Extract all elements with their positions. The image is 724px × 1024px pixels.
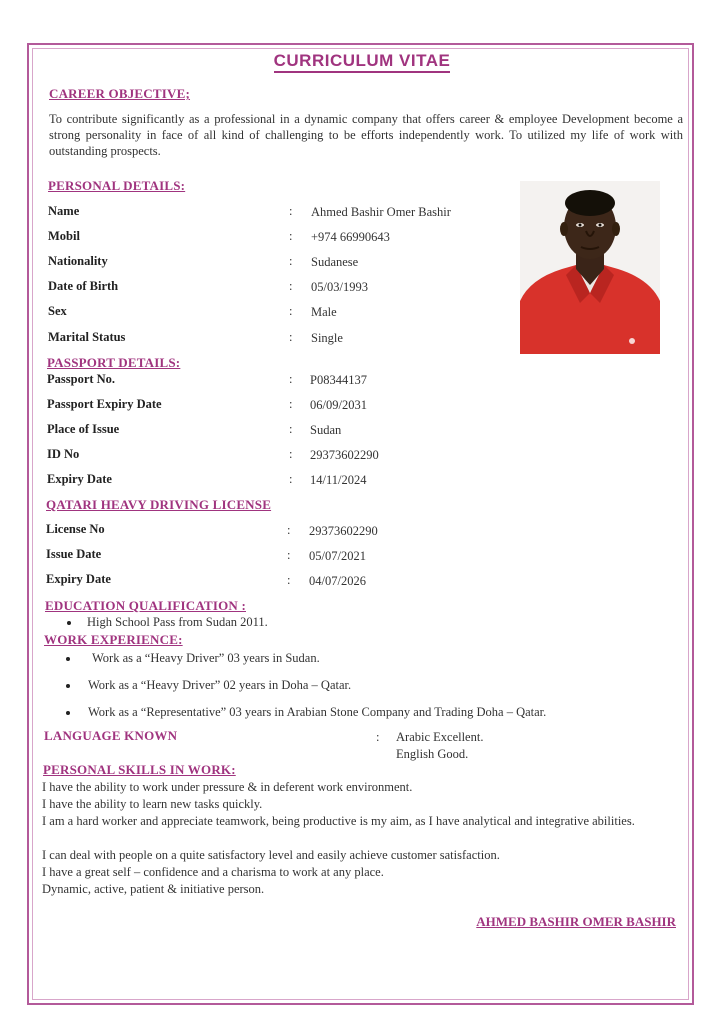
language-heading: LANGUAGE KNOWN (44, 728, 178, 743)
career-objective-text: To contribute significantly as a professional in a dynamic company that offers career & employee Development become a strong personality in face of all kind of challenging to be efforts independently work. To utilized my life of work with outstanding prospects. (49, 112, 683, 158)
label-passport-no: Passport No. (47, 372, 116, 386)
value-dob: 05/03/1993 (311, 280, 368, 294)
value-mobil: +974 66990643 (311, 230, 390, 244)
label-license-expiry: Expiry Date (46, 572, 111, 586)
value-name: Ahmed Bashir Omer Bashir (311, 205, 451, 219)
label-issue-date: Issue Date (46, 547, 102, 561)
value-passport-expiry: 06/09/2031 (310, 398, 367, 412)
value-license-no: 29373602290 (309, 524, 378, 538)
skills-heading: PERSONAL SKILLS IN WORK: (43, 762, 236, 777)
label-dob: Date of Birth (48, 279, 119, 293)
label-mobil: Mobil (48, 229, 80, 243)
passport-details-heading: PASSPORT DETAILS: (47, 355, 181, 370)
value-license-expiry: 04/07/2026 (309, 574, 366, 588)
skill-line-1: I have the ability to work under pressure & in deferent work environment. (42, 780, 413, 794)
label-passport-expiry: Passport Expiry Date (47, 397, 162, 411)
work-item-3: Work as a “Representative” 03 years in Arabian Stone Company and Trading Doha – Qatar. (88, 705, 547, 719)
value-nationality: Sudanese (311, 255, 359, 269)
education-item: High School Pass from Sudan 2011. (87, 615, 268, 629)
skill-line-3: I am a hard worker and appreciate teamwork, being productive is my aim, as I have analytical and integrative abilities. (42, 814, 635, 828)
label-marital: Marital Status (48, 330, 126, 344)
career-objective-heading: CAREER OBJECTIVE; (49, 86, 191, 101)
value-id-expiry: 14/11/2024 (310, 473, 367, 487)
education-heading: EDUCATION QUALIFICATION : (45, 598, 246, 613)
language-arabic: Arabic Excellent. (396, 730, 484, 744)
value-id-no: 29373602290 (310, 448, 379, 462)
value-sex: Male (311, 305, 337, 319)
skill-line-6: Dynamic, active, patient & initiative person. (42, 882, 265, 896)
label-id-expiry: Expiry Date (47, 472, 112, 486)
skill-line-5: I have a great self – confidence and a charisma to work at any place. (42, 865, 384, 879)
label-id-no: ID No (47, 447, 80, 461)
skill-line-2: I have the ability to learn new tasks quickly. (42, 797, 263, 811)
label-name: Name (48, 204, 80, 218)
label-nationality: Nationality (48, 254, 108, 268)
work-experience-heading: WORK EXPERIENCE: (44, 632, 183, 647)
skill-line-4: I can deal with people on a quite satisfactory level and easily achieve customer satisfaction. (42, 848, 500, 862)
language-english: English Good. (396, 747, 469, 761)
profile-photo (520, 181, 660, 354)
value-passport-no: P08344137 (310, 373, 367, 387)
value-place-of-issue: Sudan (310, 423, 342, 437)
label-license-no: License No (46, 522, 105, 536)
value-issue-date: 05/07/2021 (309, 549, 366, 563)
label-place-of-issue: Place of Issue (47, 422, 120, 436)
value-marital: Single (311, 331, 343, 345)
work-item-2: Work as a “Heavy Driver” 02 years in Doha – Qatar. (88, 678, 352, 692)
label-sex: Sex (48, 304, 67, 318)
personal-details-heading: PERSONAL DETAILS: (48, 178, 186, 193)
license-heading: QATARI HEAVY DRIVING LICENSE (46, 497, 272, 512)
work-item-1: Work as a “Heavy Driver” 03 years in Sudan. (92, 651, 320, 665)
document-title: CURRICULUM VITAE (0, 51, 724, 71)
signature-name: AHMED BASHIR OMER BASHIR (476, 914, 676, 929)
